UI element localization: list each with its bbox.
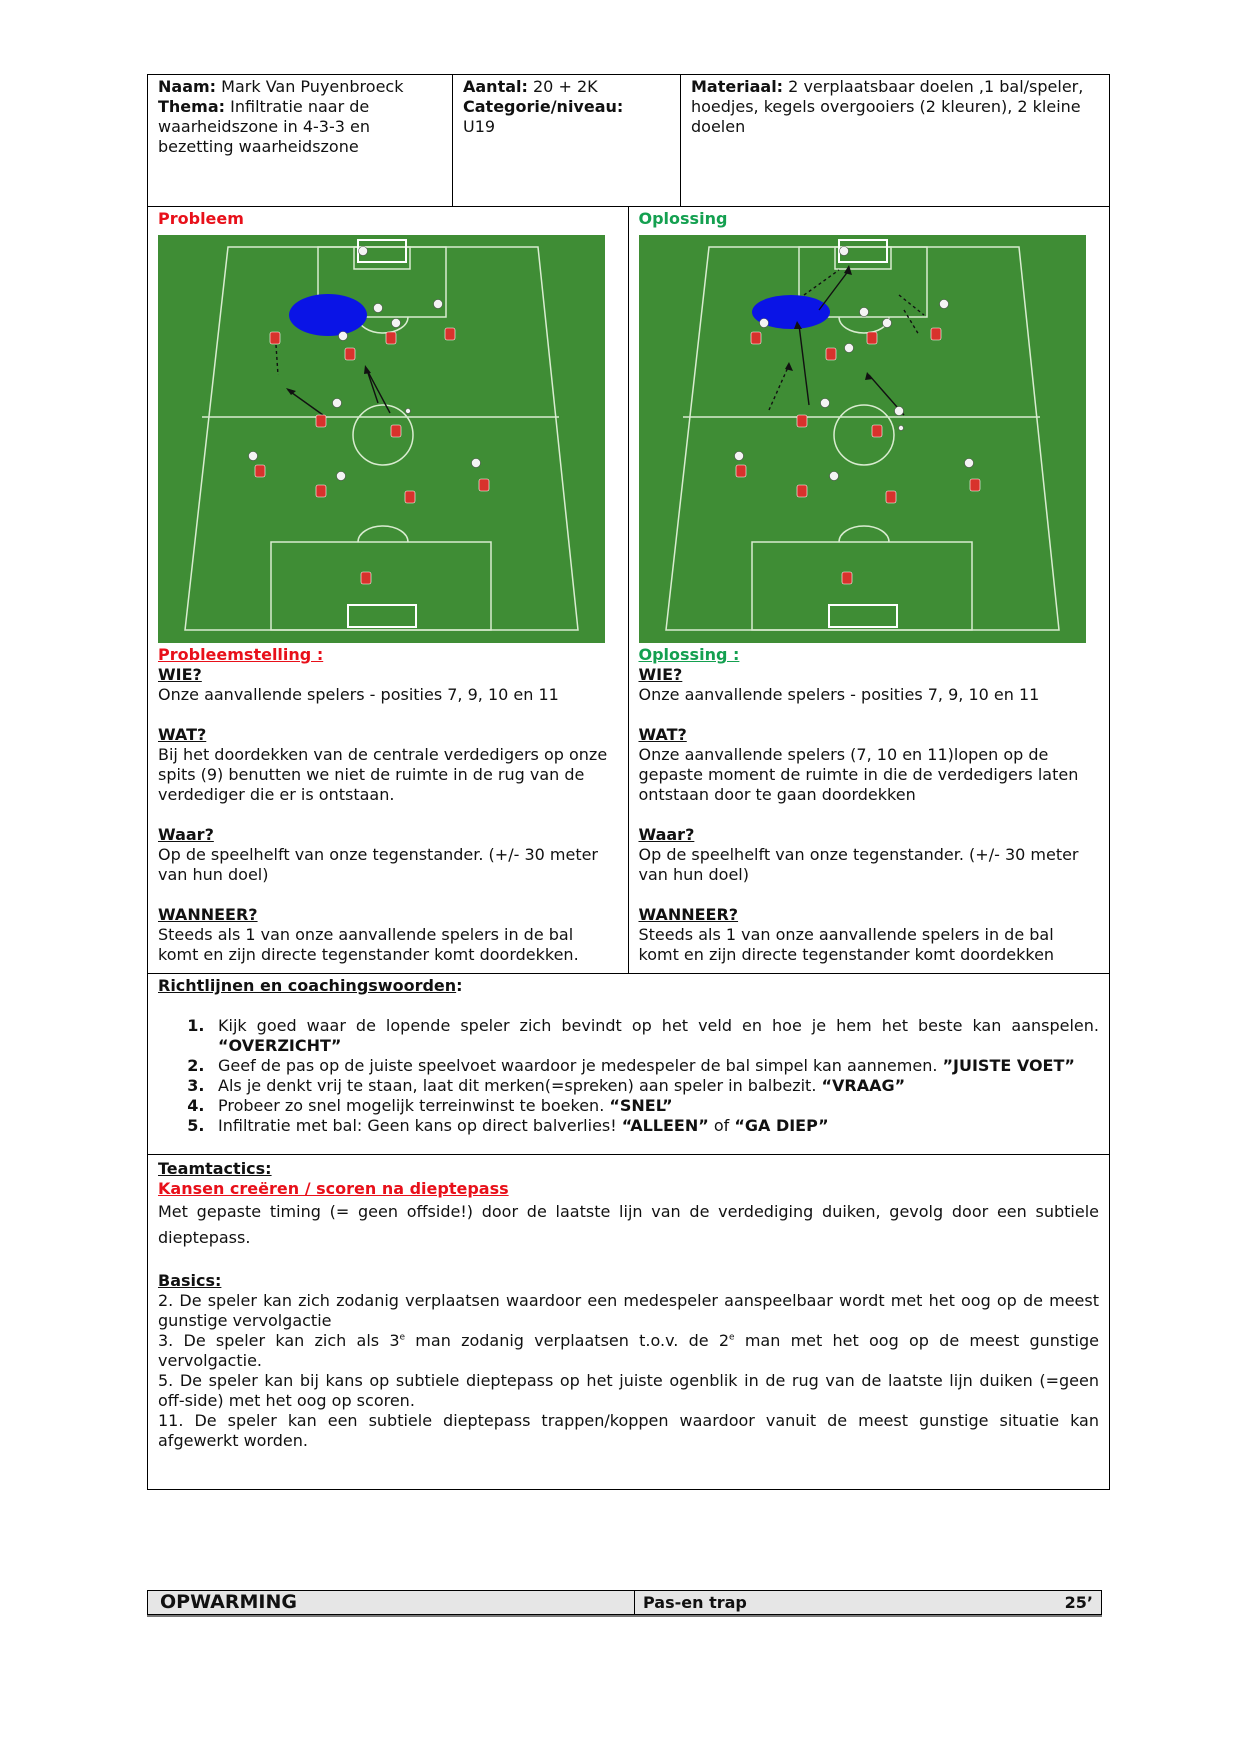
thema-label: Thema: xyxy=(158,97,226,116)
probleem-waar-text: Op de speelhelft van onze tegenstander. (+/- 30 meter van hun doel) xyxy=(158,845,599,884)
richtlijnen-colon: : xyxy=(456,976,463,995)
probleem-wat-label: WAT? xyxy=(158,725,207,744)
oplossing-wanneer-text: Steeds als 1 van onze aanvallende spelers in de bal komt en zijn directe tegenstander komt doordekken xyxy=(638,925,1055,964)
header-aantal-categorie xyxy=(453,75,681,206)
header-name-theme xyxy=(148,75,453,206)
categorie-label: Categorie/niveau: xyxy=(463,97,624,116)
oplossing-waar-label: Waar? xyxy=(638,825,695,844)
richtlijn-item: 2. Geef de pas op de juiste speelvoet waardoor je medespeler de bal simpel kan aannemen. ”JUISTE VOET” xyxy=(210,1056,1099,1076)
richtlijn-item: 3. Als je denkt vrij te staan, laat dit merken(=spreken) aan speler in balbezit. “VRAAG” xyxy=(210,1076,1099,1096)
oplossing-wanneer-label: WANNEER? xyxy=(638,905,739,924)
oplossing-wat-text: Onze aanvallende spelers (7, 10 en 11)lopen op de gepaste moment de ruimte in die de verdedigers laten ontstaan door te gaan doordekken xyxy=(638,745,1079,804)
oplossing-waar-text: Op de speelhelft van onze tegenstander. (+/- 30 meter van hun doel) xyxy=(638,845,1079,884)
naam-value: Mark Van Puyenbroeck xyxy=(221,77,404,96)
footer-duration: 25’ xyxy=(1064,1593,1093,1612)
aantal-value: 20 + 2K xyxy=(533,77,598,96)
basics-item-5: 5. De speler kan bij kans op subtiele dieptepass op het juiste ogenblik in de rug van de laatste lijn duiken (=geen off-side) met het oog op scoren. xyxy=(158,1371,1099,1410)
footer-section-title: OPWARMING xyxy=(148,1591,635,1614)
basics-item-11: 11. De speler kan een subtiele dieptepass trappen/koppen waardoor vanuit de meest gunstige situatie kan afgewerkt worden. xyxy=(158,1411,1099,1450)
naam-label: Naam: xyxy=(158,77,217,96)
richtlijn-item: 1. Kijk goed waar de lopende speler zich bevindt op het veld en hoe je hem het beste kan aanspelen. “OVERZICHT” xyxy=(210,1016,1099,1056)
teamtactics-title: Teamtactics: xyxy=(158,1159,272,1178)
section-footer-bar xyxy=(147,1590,1102,1615)
training-sheet xyxy=(147,74,1110,1490)
richtlijn-item: 4. Probeer zo snel mogelijk terreinwinst te boeken. “SNEL” xyxy=(210,1096,1099,1116)
basics-item-3: 3. De speler kan zich als 3e man zodanig verplaatsen t.o.v. de 2e man met het oog op de meest gunstige vervolgactie. xyxy=(158,1331,1099,1370)
oplossing-pitch-diagram xyxy=(639,235,1086,643)
richtlijnen-list xyxy=(158,1016,1099,1136)
oplossing-wie-text: Onze aanvallende spelers - posities 7, 9, 10 en 11 xyxy=(638,685,1040,704)
probleem-wanneer-label: WANNEER? xyxy=(158,905,258,924)
probleem-pitch-diagram xyxy=(158,235,605,643)
teamtactics-subtitle: Kansen creëren / scoren na dieptepass xyxy=(158,1179,509,1198)
header-materiaal xyxy=(681,75,1109,206)
basics-item-2: 2. De speler kan zich zodanig verplaatsen waardoor een medespeler aanspeelbaar wordt met het oog op de meest gunstige vervolgactie xyxy=(158,1291,1099,1330)
materiaal-label: Materiaal: xyxy=(691,77,784,96)
probleem-title: Probleem xyxy=(158,209,244,228)
richtlijnen-row xyxy=(148,974,1109,1155)
richtlijnen-section xyxy=(148,974,1109,1154)
footer-exercise-name: Pas-en trap xyxy=(643,1593,747,1612)
materiaal-value: 2 verplaatsbaar doelen ,1 bal/speler, hoedjes, kegels overgooiers (2 kleuren), 2 kleine doelen xyxy=(691,77,1084,136)
probleem-wat-text: Bij het doordekken van de centrale verdedigers op onze spits (9) benutten we niet de ruimte in de rug van de verdediger die er is ontstaan. xyxy=(158,745,608,804)
oplossing-wat-label: WAT? xyxy=(638,725,687,744)
oplossing-wie-label: WIE? xyxy=(638,665,683,684)
probleem-wie-label: WIE? xyxy=(158,665,202,684)
basics-title: Basics: xyxy=(158,1271,222,1290)
probleem-waar-label: Waar? xyxy=(158,825,214,844)
categorie-value: U19 xyxy=(463,117,496,136)
problem-solution-row xyxy=(148,207,1109,974)
richtlijn-item: 5. Infiltratie met bal: Geen kans op direct balverlies! “ALLEEN” of “GA DIEP” xyxy=(210,1116,1099,1136)
oplossing-title: Oplossing xyxy=(638,209,728,228)
probleem-wie-text: Onze aanvallende spelers - posities 7, 9, 10 en 11 xyxy=(158,685,559,704)
probleem-column xyxy=(148,207,629,973)
oplossing-column xyxy=(629,207,1110,973)
thema-value: Infiltratie naar de waarheidszone in 4-3-3 en bezetting waarheidszone xyxy=(158,97,370,156)
aantal-label: Aantal: xyxy=(463,77,528,96)
header-row xyxy=(148,75,1109,207)
probleemstelling-heading: Probleemstelling : xyxy=(158,645,324,664)
probleem-wanneer-text: Steeds als 1 van onze aanvallende spelers in de bal komt en zijn directe tegenstander komt doordekken. xyxy=(158,925,579,964)
teamtactics-section xyxy=(148,1155,1109,1489)
oplossing-heading: Oplossing : xyxy=(638,645,740,664)
teamtactics-row xyxy=(148,1155,1109,1489)
richtlijnen-title: Richtlijnen en coachingswoorden xyxy=(158,976,457,995)
teamtactics-text: Met gepaste timing (= geen offside!) door de laatste lijn van de verdediging duiken, gevolg door een subtiele dieptepass. xyxy=(158,1202,1099,1247)
